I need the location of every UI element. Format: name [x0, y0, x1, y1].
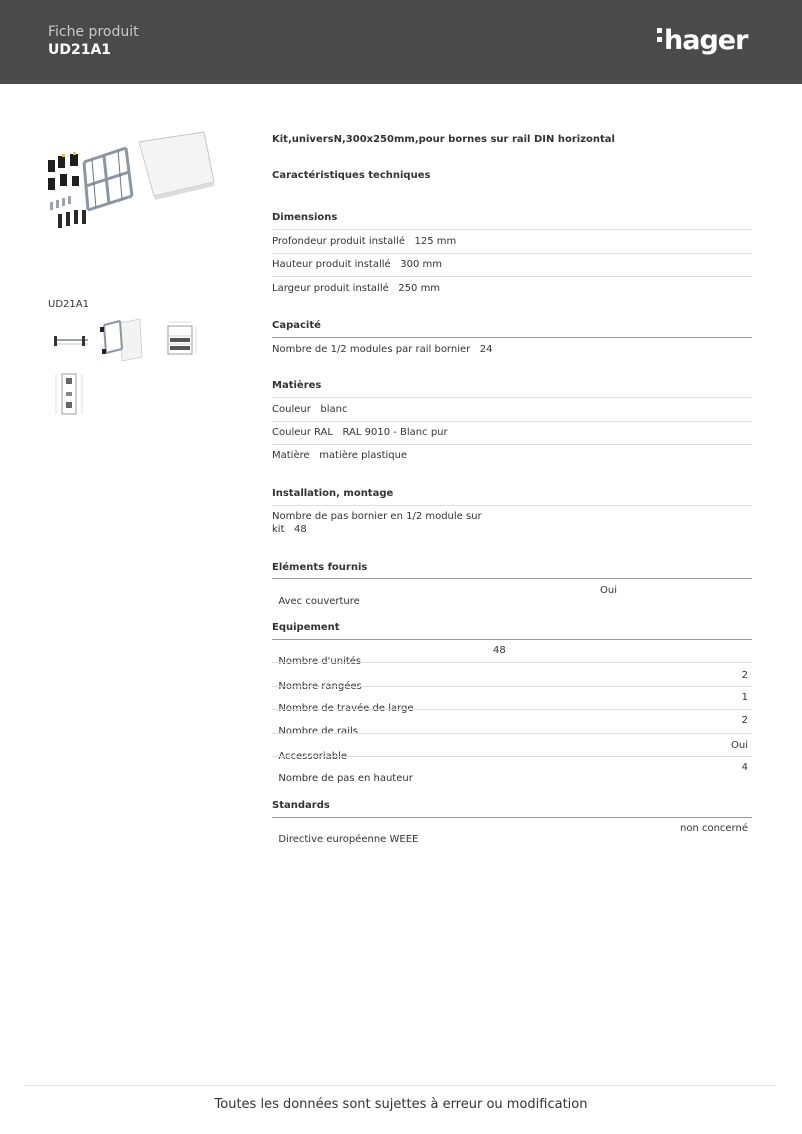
product-kit-image [44, 130, 216, 234]
divider [272, 733, 752, 734]
page-header [0, 0, 802, 84]
section-heading-dimensions: Dimensions [272, 212, 338, 223]
spec-value: Oui [731, 740, 748, 751]
spec-value: 4 [741, 762, 748, 773]
spec-value: 1 [741, 692, 748, 703]
divider [272, 337, 752, 338]
spec-value: 48 [493, 645, 506, 656]
divider [272, 709, 752, 710]
spec-label: Nombre de pas en hauteur [278, 773, 413, 784]
spec-row: Couleur RAL RAL 9010 - Blanc pur [272, 427, 448, 438]
spec-row: Largeur produit installé 250 mm [272, 283, 441, 294]
front-drawing-thumbnail[interactable] [160, 314, 204, 366]
spec-value: non concerné [679, 823, 748, 834]
kit-side-thumbnail[interactable] [48, 316, 92, 366]
spec-row-continued: kit 48 [272, 524, 307, 535]
spec-row [272, 762, 752, 795]
divider [272, 229, 752, 230]
section-heading-matieres: Matières [272, 380, 322, 391]
section-heading-installation: Installation, montage [272, 488, 394, 499]
divider [272, 421, 752, 422]
product-title: Kit,universN,300x250mm,pour bornes sur rail DIN horizontal [272, 134, 615, 145]
header-reference: UD21A1 [48, 42, 112, 58]
section-heading-elements: Eléments fournis [272, 562, 368, 573]
spec-row [272, 823, 752, 856]
spec-row: Matière matière plastique [272, 450, 408, 461]
spec-label: Nombre de travée de large [278, 703, 414, 714]
frame-cover-thumbnail[interactable] [98, 313, 146, 367]
spec-row [272, 585, 752, 618]
characteristics-heading: Caractéristiques techniques [272, 170, 431, 181]
side-drawing-thumbnail[interactable] [50, 368, 94, 420]
divider [272, 756, 752, 757]
divider [272, 578, 752, 579]
divider [272, 397, 752, 398]
section-heading-equipement: Equipement [272, 622, 340, 633]
footer-divider [24, 1085, 776, 1086]
spec-label: Nombre d'unités [278, 656, 362, 667]
divider [272, 817, 752, 818]
spec-row: Profondeur produit installé 125 mm [272, 236, 457, 247]
spec-value: 2 [741, 715, 748, 726]
footer-disclaimer: Toutes les données sont sujettes à erreur ou modification [214, 1097, 588, 1112]
section-heading-capacite: Capacité [272, 320, 321, 331]
logo-dots-icon [657, 25, 664, 46]
spec-row: Couleur blanc [272, 404, 348, 415]
gallery-reference-label: UD21A1 [48, 299, 89, 310]
spec-label: Directive européenne WEEE [278, 834, 419, 845]
divider [272, 686, 752, 687]
spec-label: Nombre de rails [278, 726, 358, 737]
spec-row: Nombre de 1/2 modules par rail bornier 24 [272, 344, 493, 355]
spec-label: Nombre rangées [278, 681, 362, 692]
spec-row: Hauteur produit installé 300 mm [272, 259, 442, 270]
divider [272, 253, 752, 254]
section-heading-standards: Standards [272, 800, 330, 811]
divider [272, 662, 752, 663]
spec-row: Nombre de pas bornier en 1/2 module sur [272, 511, 482, 522]
spec-value: Oui [600, 585, 617, 596]
header-subtitle: Fiche produit [48, 24, 139, 40]
divider [272, 444, 752, 445]
spec-value: 2 [741, 670, 748, 681]
divider [272, 276, 752, 277]
divider [272, 639, 752, 640]
divider [272, 505, 752, 506]
spec-label: Accessoriable [278, 751, 348, 762]
hager-logo: hager [657, 24, 767, 58]
spec-label: Avec couverture [278, 596, 360, 607]
